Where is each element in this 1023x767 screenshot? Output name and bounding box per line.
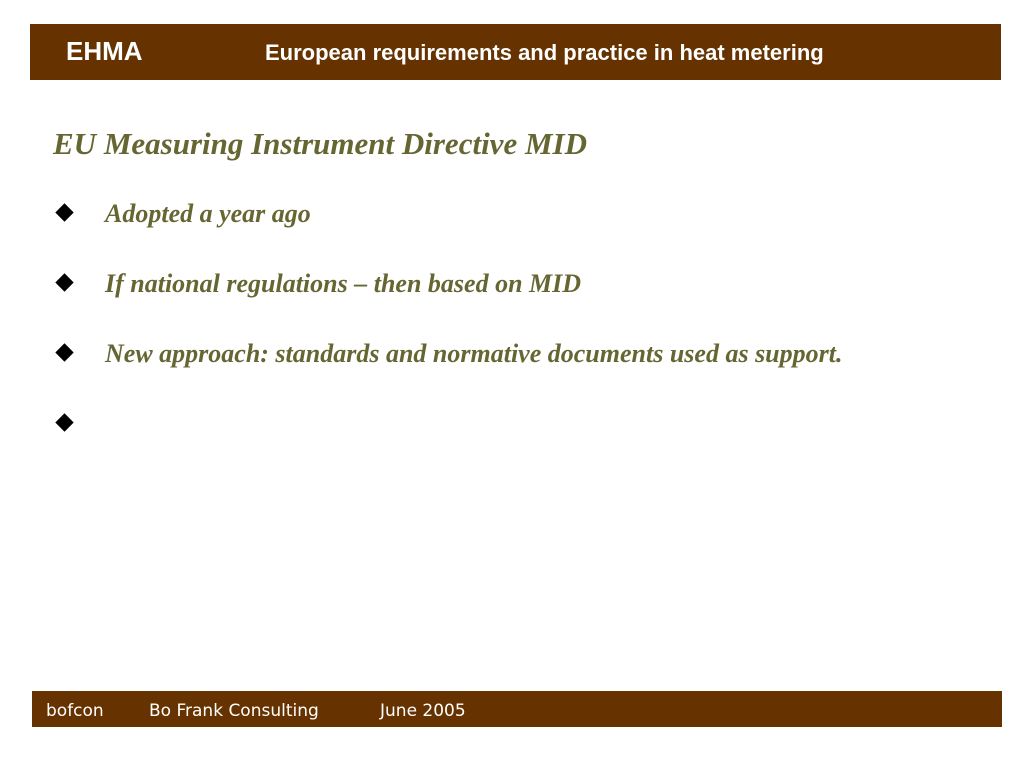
footer-date: June 2005 — [380, 701, 466, 721]
header-title: European requirements and practice in heat metering — [265, 40, 824, 65]
footer-company: Bo Frank Consulting — [149, 701, 319, 721]
footer-brand: bofcon — [46, 701, 104, 721]
diamond-bullet-icon — [55, 203, 73, 221]
diamond-bullet-icon — [55, 413, 73, 431]
diamond-bullet-icon — [55, 343, 73, 361]
footer-bar — [32, 691, 1002, 727]
header-logo: EHMA — [66, 36, 143, 66]
diamond-bullet-icon — [55, 273, 73, 291]
bullet-text: New approach: standards and normative documents used as support. — [105, 339, 843, 368]
bullet-text: If national regulations – then based on MID — [105, 269, 582, 298]
header-bar — [30, 24, 1001, 80]
slide-title: EU Measuring Instrument Directive MID — [53, 126, 587, 161]
bullet-text: Adopted a year ago — [105, 199, 311, 228]
